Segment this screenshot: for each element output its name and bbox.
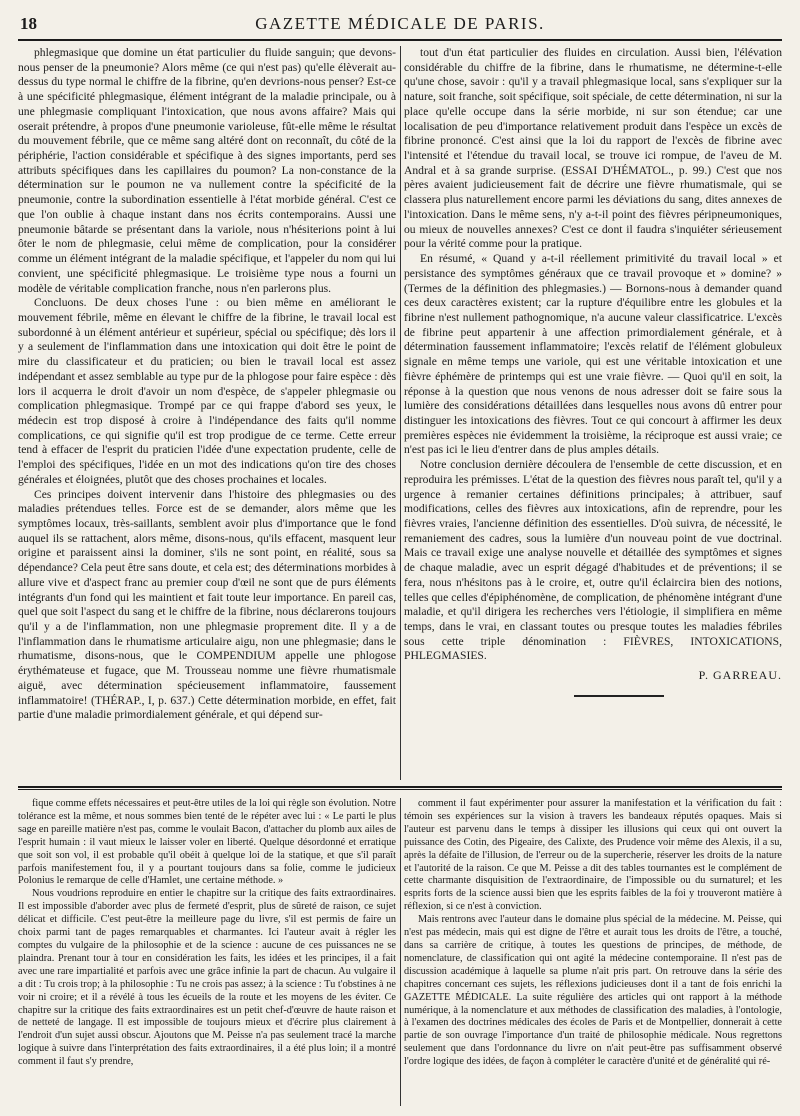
author-signature: P. GARREAU.: [698, 668, 782, 683]
article-section: [18, 46, 782, 780]
feuilleton-left-column: [18, 798, 396, 1106]
article-right-column: [404, 46, 782, 780]
feuilleton-paragraph: Nous voudrions reproduire en entier le chapitre sur la critique des faits extraordinaires. Il est impossible d'aborder avec plus de fermeté d'esprit, plus de sûreté de raison, ce sujet délicat et difficile. C'est peut-être la meilleure page du livre, s'il est permis de faire un choix parmi tant de pages remarquables et charmantes. Ici l'auteur avait à régler les comptes du vulgaire de la philosophie et de la science : aucune de ces puissances ne se plaindra. Prenant tour à tour en considération les faits, les idées et les principes, il a fait avec une rare impartialité et parfois avec une grâce infinie la part de chacun. Au vulgaire il a dit : Tu crois trop; à la philosophie : Tu ne crois pas assez; à la science : Tu t'obstines à ne voir ni croire; et il a révélé à tous les écueils de la route et les moyens de les éviter. Ce chapitre sur la critique des faits extraordinaires est un petit chef-d'œuvre de haute raison et de netteté de langage. Il est impossible de toujours mieux et d'écrire plus clairement à l'endroit d'un sujet aussi obscur. Ajoutons que M. Peisse n'a pas seulement tracé la marche logique à suivre dans l'interprétation des faits extraordinaires, il a été plus loin; il a montré comment il faut s'y prendre,: [18, 888, 396, 1068]
article-end-rule: [574, 695, 664, 697]
journal-title: GAZETTE MÉDICALE DE PARIS.: [255, 14, 545, 33]
column-divider: [400, 46, 401, 780]
article-paragraph: phlegmasique que domine un état particulier du fluide sanguin; que devons-nous penser de la pneumonie? Alors même (ce qui n'est pas) qu'elle élèverait au-dessus du type normal le chiffre de la fibrine, qu'en devrions-nous penser? Est-ce à une spécificité phlegmasique, élément intégrant de la maladie principale, ou à une phlegmasie compliquant l'intoxication, que nous avons affaire? Mais qui oserait prétendre, à propos d'une pneumonie varioleuse, fût-elle même le résultat du mouvement fébrile, que ce même sang altéré dont on reconnaît, du côté de la périphérie, l'action considérable et spécifique à des signes importants, perd ses attributs spécifiques dans les capillaires du poumon? La non-constance de la détermination sur le poumon ne va nullement contre la spécificité de la pneumonie, contre la subordination essentielle à l'état morbide général. C'est ce que l'on oublie à chaque instant dans nos écrits contemporains. Aussi une pneumonie bâtarde se présentant dans la variole, nous n'hésiterions point à lui ôter le nom de phlegmasie, celui même de complication, pour la considérer comme un élément intégrant de la maladie spécifique, et l'appeler du nom qui lui convient, une spécificité phlegmasique. Le troisième type nous a fourni un modèle de véritable complication franche, nous n'en parlerons plus.: [18, 46, 396, 295]
feuilleton-paragraph: fique comme effets nécessaires et peut-être utiles de la loi qui règle son évolution. Notre tolérance est la même, et nous sommes bien tenté de le répéter avec lui : « Le parti le plus sage en pareille matière n'est pas, comme le voulait Bacon, d'attacher du plomb aux ailes de l'esprit humain : il vaut mieux le laisser voler en liberté. Quelque désordonné et erratique que soit son vol, il est probable qu'il obéit à quelque loi de la statique, et que s'il paraît parfois manifestement fou, il y a pourtant toujours dans sa folie, comme le judicieux Polonius le remarque de celle d'Hamlet, une certaine méthode. »: [18, 798, 396, 887]
feuilleton-paragraph: comment il faut expérimenter pour assurer la manifestation et la vérification du fait : témoin ses expériences sur la vision à travers les bandeaux réputés opaques. Mais si l'auteur est parvenu dans le temps à dissiper les illusions qui ceux qui ont ouvert la puissance des Cotin, des Pigeaire, des Calixte, des Prudence voir même des Alexis, il a su, après la défaite de l'illusion, de l'erreur ou de la supercherie, réserver les droits de la nature et l'autorité de la raison. Ce que M. Peisse a dit des tables tournantes est le complément de cette charmante disquisition de l'extraordinaire, de l'impossible ou du surnaturel; et les esprits forts de la science aussi bien que les esprits faibles de la foi y trouveront matière à réflexion, si ce n'est à conviction.: [404, 798, 782, 913]
article-paragraph: Ces principes doivent intervenir dans l'histoire des phlegmasies ou des maladies prétendues telles. Force est de se demander, alors même que les symptômes locaux, très-saillants, semblent avoir plus d'importance que le fond auquel ils se rattachent, alors même, disons-nous, qu'ils effacent, masquent leur origine et paraissent ainsi la dominer, s'ils ne sont point, en réalité, sous sa dépendance? Cela peut être sans doute, et cela est; des déterminations morbides à allure vive et d'aspect franc au premier coup d'œil ne sont que de purs éléments intégrants d'un fond qui les maintient et fait toute leur importance. En pareil cas, quel que soit l'aspect du sang et le chiffre de la fibrine, nous déclarerons toujours qu'il y a de l'inflammation, non une phlegmasie proprement dite. Il y a de l'inflammation dans le rhumatisme articulaire aigu, non une phlegmasie; dans le rhumatisme, disons-nous, que le COMPENDIUM appelle une phlogose érythémateuse et fugace, que M. Trousseau nomme une fièvre rhumatismale aiguë, avec détermination spécieusement inflammatoire, faussement inflammatoire! (THÉRAP., I, p. 637.) Cette détermination morbide, en effet, fait partie d'une maladie primordialement générale, et qui dépend sur-: [18, 487, 396, 722]
feuilleton-section: [18, 786, 782, 1108]
feuilleton-paragraph: Mais rentrons avec l'auteur dans le domaine plus spécial de la médecine. M. Peisse, qui n'est pas médecin, mais qui est digne de l'être et aurait tous les droits de l'être, a touché, dans sa carrière de critique, à toutes les questions de principes, de méthode, de nomenclature, de classification qui ont agité la médecine contemporaine. Il n'est pas de discussion académique à laquelle sa plume n'ait pris part. On retrouve dans la série des chapitres concernant ces sujets, les réflexions judicieuses dont il a tant de fois enrichi la GAZETTE MÉDICALE. La suite régulière des articles qui ont rapport à la méthode numérique, à la nomenclature et aux méthodes de classification des maladies, à l'ontologie, à l'examen des doctrines médicales des écoles de Paris et de Montpellier, donnerait à cette partie de son ouvrage l'importance d'un traité de philosophie médicale. Nous regrettons seulement que dans l'ordonnance du livre on n'ait peut-être pas suffisamment observé l'ordre logique des idées, de façon à compléter le caractère d'unité et de généralité qui ré-: [404, 914, 782, 1068]
article-paragraph: En résumé, « Quand y a-t-il réellement primitivité du travail local » et persistance des symptômes généraux que ce travail provoque et » domine? » (Termes de la définition des phlegmasies.) — Bornons-nous à demander quand ces deux caractères existent; car la rupture d'équilibre entre les globules et la fibrine n'est nullement pathognomique, n'a aucune valeur classificatrice. L'excès de fibrine peut appartenir à une affection primordialement générale, et à détermination faussement inflammatoire; l'excès relatif de l'élément globuleux signale en même temps une variole, qui est une véritable intoxication et une fièvre éphémère de printemps qui est une vraie fièvre. — Quoi qu'il en soit, la réponse à la question que nous venons de nous adresser doit se faire sous la lumière des considérations détaillées dans lesquelles nous avons dû entrer pour distinguer les intoxications des fièvres. Tout ce qui concourt à affirmer les deux premières espèces nie évidemment la troisième, la réciproque est aussi vraie; ce n'est pas ici le lieu d'entrer dans de plus amples détails.: [404, 252, 782, 457]
article-left-column: [18, 46, 396, 780]
feuilleton-rule-thin: [18, 789, 782, 790]
feuilleton-right-column: [404, 798, 782, 1106]
feuilleton-rule: [18, 786, 782, 788]
feuilleton-column-divider: [400, 798, 401, 1106]
article-paragraph: tout d'un état particulier des fluides en circulation. Aussi bien, l'élévation considérable du chiffre de la fibrine, dans le rhumatisme, ne détermine-t-elle qu'une chose, savoir : qu'il y a travail phlegmasique local, sans s'expliquer sur la nature, soit franche, soit spécifique, soit spéciale, de cette détermination, ni sur la place qu'elle occupe dans la série morbide, ni sur son étendue; car une localisation de peu d'importance relativement produit dans l'espèce un excès de fibrine prononcé. C'est ainsi que la loi du rapport de l'excès de fibrine avec l'intensité et l'étendue du travail local, se trouve ici rompue, de l'aveu de M. Andral et à sa grande surprise. (ESSAI D'HÉMATOL., p. 99.) C'est que nos pères avaient judicieusement fait de décrire une fièvre rhumatismale, qui se classera plus naturellement encore parmi les déviations du sang, dites annexes de l'intoxication. Dans le même sens, n'y a-t-il point des fièvres péripneumoniques, ou mieux de nouvelles annexes? C'est ce dont il faudra s'inquiéter sérieusement pour la vérité comme pour la pratique.: [404, 46, 782, 251]
article-paragraph: Concluons. De deux choses l'une : ou bien même en améliorant le mouvement fébrile, même en élevant le chiffre de la fibrine, le travail local est subordonné à un élément antérieur et supérieur, spécial ou spécifique; dès lors il y a seulement de l'inflammation dans une intoxication qui doit être le point de mire du classificateur et du praticien; ou bien le travail local est assez indépendant et assez semblable au type pur de la phlogose pour faire espèce : dès lors il acquerra le droit d'avoir un nom d'espèce, de s'appeler phlegmasie ou complication phlegmasique. Trompé par ce qui frappe d'abord ses yeux, le médecin est trop disposé à croire à l'indépendance des faits qu'il nomme complications, ce qui signifie qu'il est trop prodigue de ce terme. Cette erreur tend à effacer de l'esprit du praticien l'idée d'une expectation prudente, celle de l'emploi des spécifiques, l'idée en un mot des indications qu'on tire des choses générales et éloignées, plutôt que des choses prochaines et locales.: [18, 296, 396, 486]
page-number: 18: [20, 14, 37, 33]
article-paragraph: Notre conclusion dernière découlera de l'ensemble de cette discussion, et en reproduira les prémisses. L'état de la question des fièvres nous paraît tel, qu'il y a urgence à remanier certaines définitions principales; à attribuer, sauf modifications, celles des fièvres aux intoxications, afin de reprendre, pour les fièvres vraies, l'ancienne définition des essentielles. D'où suivra, de nécessité, le remaniement des cadres, sous la lumière d'un nouveau point de vue doctrinal. Mais ce travail exige une analyse nouvelle et détaillée des symptômes et signes de chaque maladie, avec un esprit dégagé d'habitudes et de préventions; il se fera, nous n'hésitons pas à le croire, et, outre qu'il éclaircira bien des notions, telles que celles d'épiphénomène, de complication, de phénomène intégrant d'une maladie, et qu'il dirigera les recherches vers l'étiologie, il simplifiera en même temps, dans le vrai, en classant toutes ou presque toutes les maladies fébriles sous cette triple dénomination : FIÈVRES, INTOXICATIONS, PHLEGMASIES.: [404, 458, 782, 663]
header-rule: [18, 39, 782, 41]
page-header: [18, 10, 782, 40]
